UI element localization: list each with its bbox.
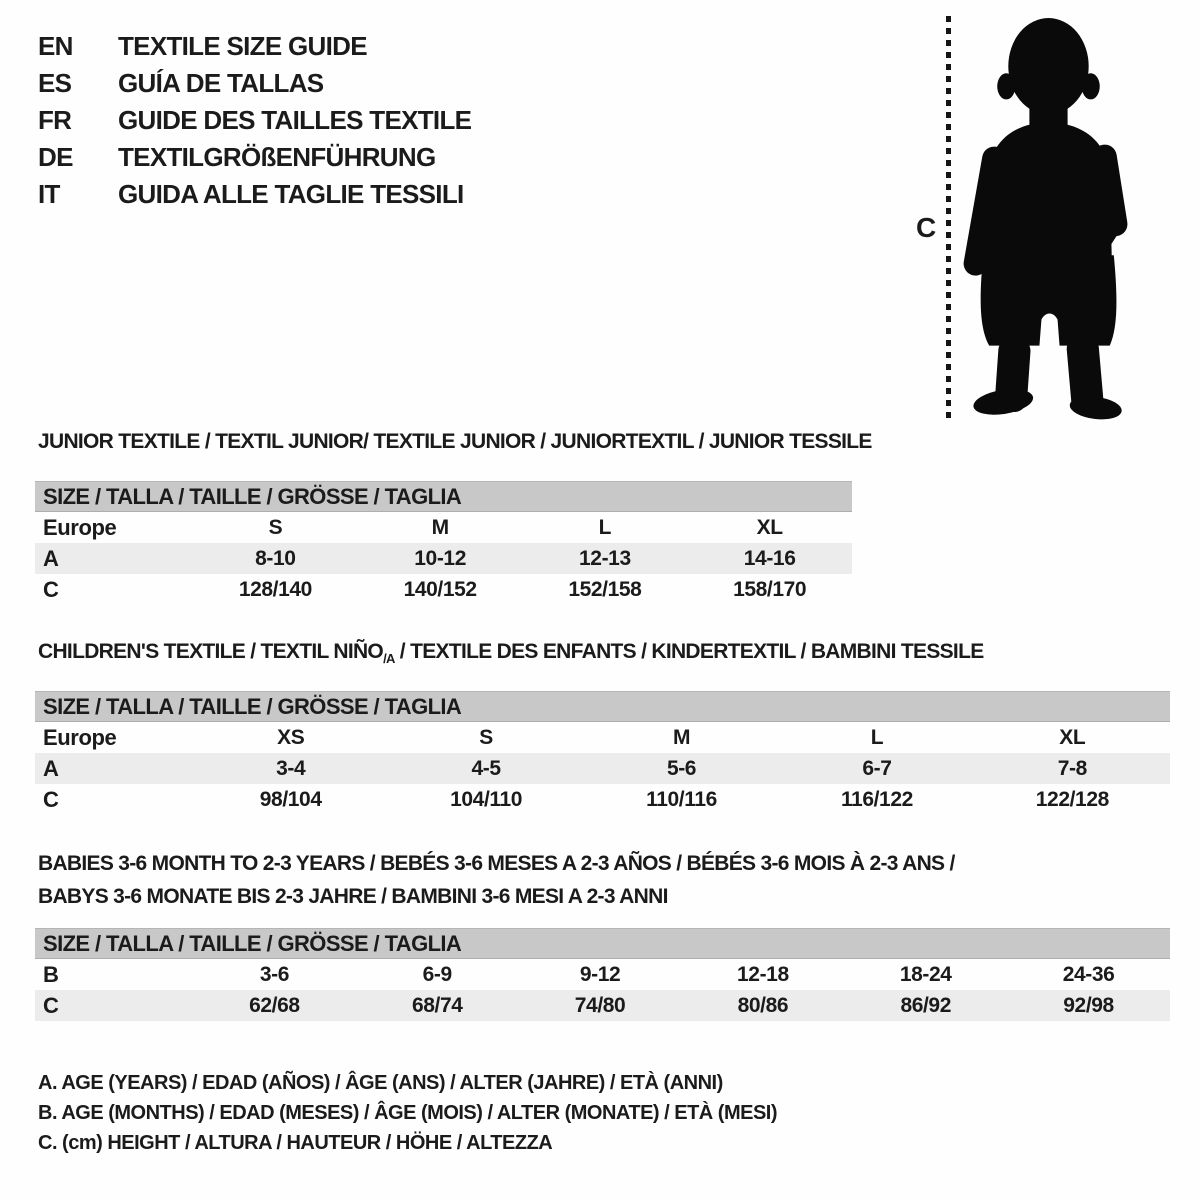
size-header-bar: SIZE / TALLA / TAILLE / GRÖSSE / TAGLIA <box>35 481 852 512</box>
row-label: C <box>43 786 59 812</box>
children-section-title <box>38 640 984 666</box>
size-cell: 68/74 <box>411 993 463 1017</box>
size-cell: 18-24 <box>899 962 952 986</box>
size-cell: XL <box>756 515 783 539</box>
row-label: Europe <box>43 514 117 540</box>
guide-title: GUIDA ALLE TAGLIE TESSILI <box>118 179 464 209</box>
size-cell: 8-10 <box>255 546 296 570</box>
size-cell: 9-12 <box>579 962 621 986</box>
language-code: ES <box>38 68 72 98</box>
table-row-height <box>35 990 1170 1021</box>
size-cell: L <box>870 725 884 749</box>
size-cell: 98/104 <box>259 787 322 811</box>
size-cell: 158/170 <box>733 577 807 601</box>
size-cell: 7-8 <box>1057 756 1087 780</box>
junior-size-table <box>35 481 852 605</box>
row-label: B <box>43 961 59 987</box>
size-header-bar: SIZE / TALLA / TAILLE / GRÖSSE / TAGLIA <box>35 691 1170 722</box>
children-title-pre: CHILDREN'S TEXTILE / TEXTIL NIÑO <box>38 640 384 663</box>
language-code: DE <box>38 142 73 172</box>
size-cell: 5-6 <box>666 756 697 780</box>
table-row-age <box>35 543 852 574</box>
language-row <box>38 176 471 213</box>
legend <box>38 1068 777 1158</box>
babies-section-title <box>38 847 955 913</box>
size-header-bar: SIZE / TALLA / TAILLE / GRÖSSE / TAGLIA <box>35 928 1170 959</box>
legend-line-b: B. AGE (MONTHS) / EDAD (MESES) / ÂGE (MOIS) / ALTER (MONATE) / ETÀ (MESI) <box>38 1102 778 1124</box>
babies-title-line2: BABYS 3-6 MONATE BIS 2-3 JAHRE / BAMBINI 3-6 MESI A 2-3 ANNI <box>38 885 668 908</box>
size-cell: 116/122 <box>840 787 913 811</box>
guide-title: TEXTILGRÖßENFÜHRUNG <box>118 142 436 172</box>
language-row <box>38 139 471 176</box>
guide-title: GUÍA DE TALLAS <box>118 68 324 98</box>
language-code: IT <box>38 179 60 209</box>
language-code: FR <box>38 105 72 135</box>
height-dashed-line <box>946 16 951 418</box>
row-label: C <box>43 992 59 1018</box>
size-cell: 104/110 <box>450 787 523 811</box>
size-cell: 4-5 <box>471 756 501 780</box>
table-row-europe <box>35 512 852 543</box>
table-row-height <box>35 574 852 605</box>
size-cell: 122/128 <box>1035 787 1109 811</box>
size-cell: 152/158 <box>568 577 642 601</box>
row-label: A <box>43 545 59 571</box>
babies-size-table <box>35 928 1170 1021</box>
size-cell: 3-6 <box>259 962 289 986</box>
language-code: EN <box>38 31 73 61</box>
legend-line-c: C. (cm) HEIGHT / ALTURA / HAUTEUR / HÖHE / ALTEZZA <box>38 1132 553 1154</box>
table-row-months <box>35 959 1170 990</box>
size-cell: S <box>268 515 283 539</box>
guide-title: TEXTILE SIZE GUIDE <box>118 31 367 61</box>
size-cell: 12-13 <box>579 546 631 570</box>
size-cell: 6-9 <box>422 962 452 986</box>
toddler-silhouette <box>958 10 1143 420</box>
size-cell: 74/80 <box>574 993 626 1017</box>
size-cell: 110/116 <box>646 787 717 811</box>
row-label: C <box>43 576 59 602</box>
language-header <box>38 28 471 213</box>
language-row <box>38 65 471 102</box>
size-cell: 12-18 <box>737 962 789 986</box>
table-row-europe <box>35 722 1170 753</box>
size-cell: 24-36 <box>1062 962 1115 986</box>
language-row <box>38 102 471 139</box>
row-label: Europe <box>43 724 117 750</box>
size-cell: 92/98 <box>1063 993 1114 1017</box>
table-row-height <box>35 784 1170 815</box>
row-label: A <box>43 755 59 781</box>
size-cell: 80/86 <box>737 993 789 1017</box>
size-cell: 3-4 <box>276 756 306 780</box>
size-cell: M <box>672 725 691 749</box>
language-row <box>38 28 471 65</box>
guide-title: GUIDE DES TAILLES TEXTILE <box>118 105 472 135</box>
table-row-age <box>35 753 1170 784</box>
children-size-table <box>35 691 1170 815</box>
legend-line-a: A. AGE (YEARS) / EDAD (AÑOS) / ÂGE (ANS) / ALTER (JAHRE) / ETÀ (ANNI) <box>38 1072 723 1094</box>
size-cell: 86/92 <box>900 993 951 1017</box>
size-cell: 128/140 <box>238 577 312 601</box>
children-title-subscript: /A <box>383 651 395 666</box>
size-cell: 10-12 <box>414 546 466 570</box>
size-cell: XS <box>277 725 305 749</box>
silhouette-head <box>1008 18 1088 114</box>
height-measure-label: C <box>916 212 937 243</box>
size-cell: S <box>479 725 493 749</box>
size-cell: L <box>598 515 612 539</box>
size-cell: 140/152 <box>403 577 477 601</box>
size-cell: XL <box>1059 725 1086 749</box>
size-cell: 14-16 <box>743 546 796 570</box>
babies-title-line1: BABIES 3-6 MONTH TO 2-3 YEARS / BEBÉS 3-6 MESES A 2-3 AÑOS / BÉBÉS 3-6 MOIS À 2-3 ANS / <box>38 852 955 875</box>
size-cell: 6-7 <box>862 756 892 780</box>
junior-section-title: JUNIOR TEXTILE / TEXTIL JUNIOR/ TEXTILE JUNIOR / JUNIORTEXTIL / JUNIOR TESSILE <box>38 430 872 453</box>
size-cell: M <box>431 515 449 539</box>
size-cell: 62/68 <box>249 993 300 1017</box>
children-title-post: / TEXTILE DES ENFANTS / KINDERTEXTIL / BAMBINI TESSILE <box>394 640 984 663</box>
